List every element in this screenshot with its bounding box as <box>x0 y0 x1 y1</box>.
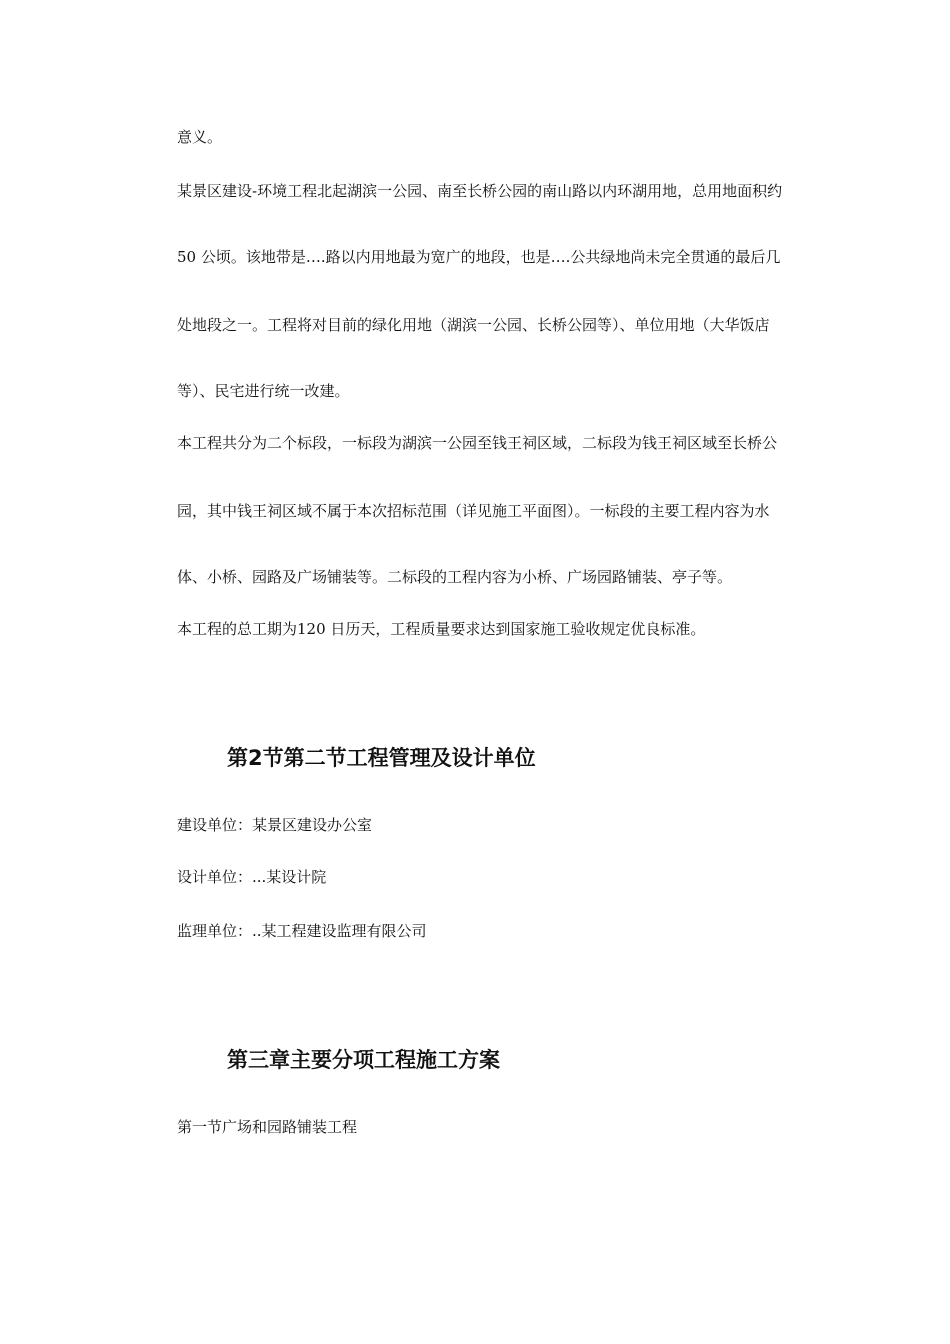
paragraph-line: 园，其中钱王祠区域不属于本次招标范围（详见施工平面图）。一标段的主要工程内容为水 <box>177 502 770 520</box>
paragraph-line: 某景区建设-环境工程北起湖滨一公园、南至长桥公园的南山路以内环湖用地，总用地面积约 <box>177 182 783 200</box>
paragraph-line: 等）、民宅进行统一改建。 <box>177 382 350 400</box>
paragraph-line: 处地段之一。工程将对目前的绿化用地（湖滨一公园、长桥公园等）、单位用地（大华饭店 <box>177 316 770 334</box>
paragraph-line: 50 公顷。该地带是….路以内用地最为宽广的地段，也是….公共绿地尚未完全贯通的最后几 <box>177 248 781 266</box>
info-line-design-unit: 设计单位：...某设计院 <box>177 868 327 886</box>
paragraph-line: 本工程的总工期为120 日历天，工程质量要求达到国家施工验收规定优良标准。 <box>177 620 706 638</box>
chapter-heading: 第三章主要分项工程施工方案 <box>227 1048 500 1072</box>
paragraph-line: 本工程共分为二个标段，一标段为湖滨一公园至钱王祠区域，二标段为钱王祠区域至长桥公 <box>177 434 778 452</box>
subsection-title: 第一节广场和园路铺装工程 <box>177 1118 358 1136</box>
section-heading: 第2节第二节工程管理及设计单位 <box>227 746 536 770</box>
paragraph-line: 意义。 <box>177 128 223 146</box>
info-line-construction-unit: 建设单位：某景区建设办公室 <box>177 816 373 834</box>
paragraph-line: 体、小桥、园路及广场铺装等。二标段的工程内容为小桥、广场园路铺装、亭子等。 <box>177 568 733 586</box>
info-line-supervision-unit: 监理单位：..某工程建设监理有限公司 <box>177 922 427 940</box>
